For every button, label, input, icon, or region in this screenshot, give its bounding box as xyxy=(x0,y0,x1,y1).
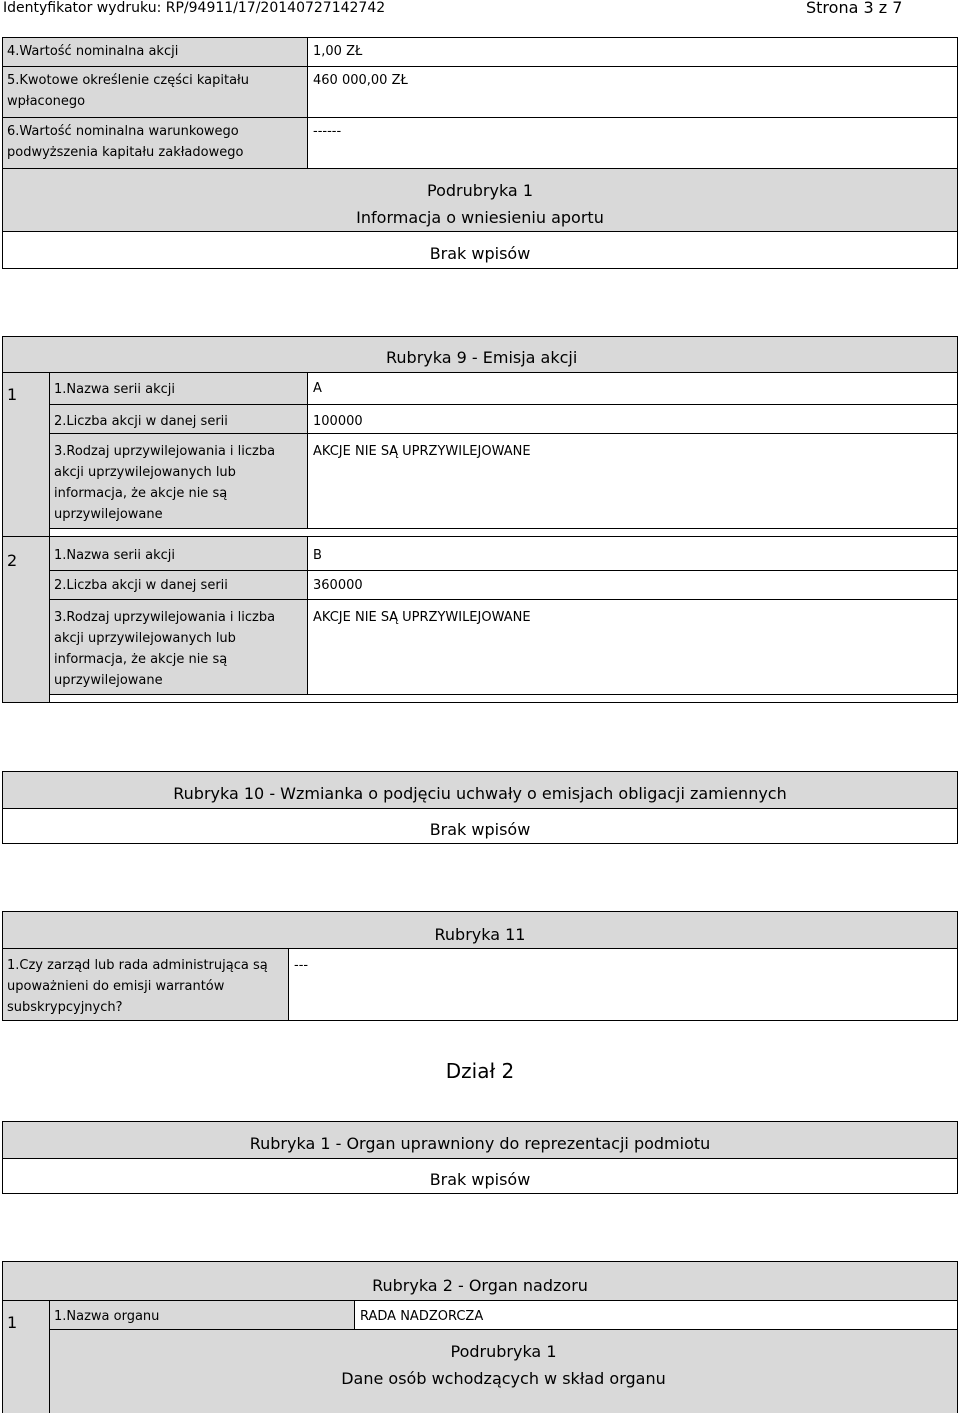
share-count-label: 2.Liczba akcji w danej serii xyxy=(49,404,308,434)
series-name-value: B xyxy=(307,536,958,571)
entry-index-cell xyxy=(2,372,50,537)
podrubryka-organ-subtitle: Dane osób wchodzących w skład organu xyxy=(341,1369,666,1388)
d2-rubryka2-title: Rubryka 2 - Organ nadzoru xyxy=(372,1276,588,1295)
paid-capital-label: 5.Kwotowe określenie części kapitału wpłaconego xyxy=(2,66,308,118)
entry-index: 1 xyxy=(7,1313,18,1332)
print-identifier: Identyfikator wydruku: RP/94911/17/20140727142742 xyxy=(3,0,386,16)
conditional-increase-label: 6.Wartość nominalna warunkowego podwyższenia kapitału zakładowego xyxy=(2,117,308,169)
share-count-value: 360000 xyxy=(307,570,958,600)
series-name-value: A xyxy=(307,372,958,405)
privilege-value: AKCJE NIE SĄ UPRZYWILEJOWANE xyxy=(307,433,958,529)
warrants-value: --- xyxy=(288,948,958,1021)
podrubryka-organ-header xyxy=(49,1329,958,1413)
privilege-value: AKCJE NIE SĄ UPRZYWILEJOWANE xyxy=(307,599,958,695)
d2-rubryka1-header xyxy=(2,1121,958,1159)
conditional-increase-value: ------ xyxy=(307,117,958,169)
series-name-label: 1.Nazwa serii akcji xyxy=(49,536,308,571)
podrubryka-aport-body xyxy=(2,231,958,269)
entry-index: 1 xyxy=(7,385,18,404)
page-number: Strona 3 z 7 xyxy=(806,0,903,17)
podrubryka-organ-title: Podrubryka 1 xyxy=(450,1342,557,1361)
d2-rubryka2-header xyxy=(2,1261,958,1301)
rubryka10-body xyxy=(2,808,958,844)
organ-name-label: 1.Nazwa organu xyxy=(49,1300,355,1330)
nominal-value-label: 4.Wartość nominalna akcji xyxy=(2,37,308,67)
warrants-label: 1.Czy zarząd lub rada administrująca są upoważnieni do emisji warrantów subskrypcyjnych? xyxy=(2,948,289,1021)
paid-capital-value: 460 000,00 ZŁ xyxy=(307,66,958,118)
empty-entries-text: Brak wpisów xyxy=(429,820,531,839)
rubryka10-header xyxy=(2,771,958,809)
entry-index: 2 xyxy=(7,551,18,570)
privilege-label: 3.Rodzaj uprzywilejowania i liczba akcji uprzywilejowanych lub informacja, że akcje nie są uprzywilejowane xyxy=(49,599,308,695)
nominal-value-value: 1,00 ZŁ xyxy=(307,37,958,67)
rubryka9-header xyxy=(2,336,958,373)
podrubryka-aport-subtitle: Informacja o wniesieniu aportu xyxy=(356,208,604,227)
d2-rubryka1-body xyxy=(2,1158,958,1194)
share-count-label: 2.Liczba akcji w danej serii xyxy=(49,570,308,600)
organ-name-value: RADA NADZORCZA xyxy=(354,1300,958,1330)
organ-index-cell xyxy=(2,1300,50,1413)
rubryka9-title: Rubryka 9 - Emisja akcji xyxy=(386,348,578,367)
podrubryka-aport-header xyxy=(2,168,958,232)
entry-index-cell xyxy=(2,536,50,703)
d2-rubryka1-title: Rubryka 1 - Organ uprawniony do reprezentacji podmiotu xyxy=(249,1134,711,1153)
rubryka11-title: Rubryka 11 xyxy=(434,925,526,944)
section-title: Dział 2 xyxy=(445,1059,515,1083)
privilege-label: 3.Rodzaj uprzywilejowania i liczba akcji uprzywilejowanych lub informacja, że akcje nie są uprzywilejowane xyxy=(49,433,308,529)
empty-entries-text: Brak wpisów xyxy=(429,244,531,263)
share-count-value: 100000 xyxy=(307,404,958,434)
entry-separator xyxy=(49,694,958,703)
rubryka11-header xyxy=(2,911,958,949)
empty-entries-text: Brak wpisów xyxy=(429,1170,531,1189)
series-name-label: 1.Nazwa serii akcji xyxy=(49,372,308,405)
rubryka10-title: Rubryka 10 - Wzmianka o podjęciu uchwały o emisjach obligacji zamiennych xyxy=(173,784,787,803)
podrubryka-aport-title: Podrubryka 1 xyxy=(427,181,533,200)
